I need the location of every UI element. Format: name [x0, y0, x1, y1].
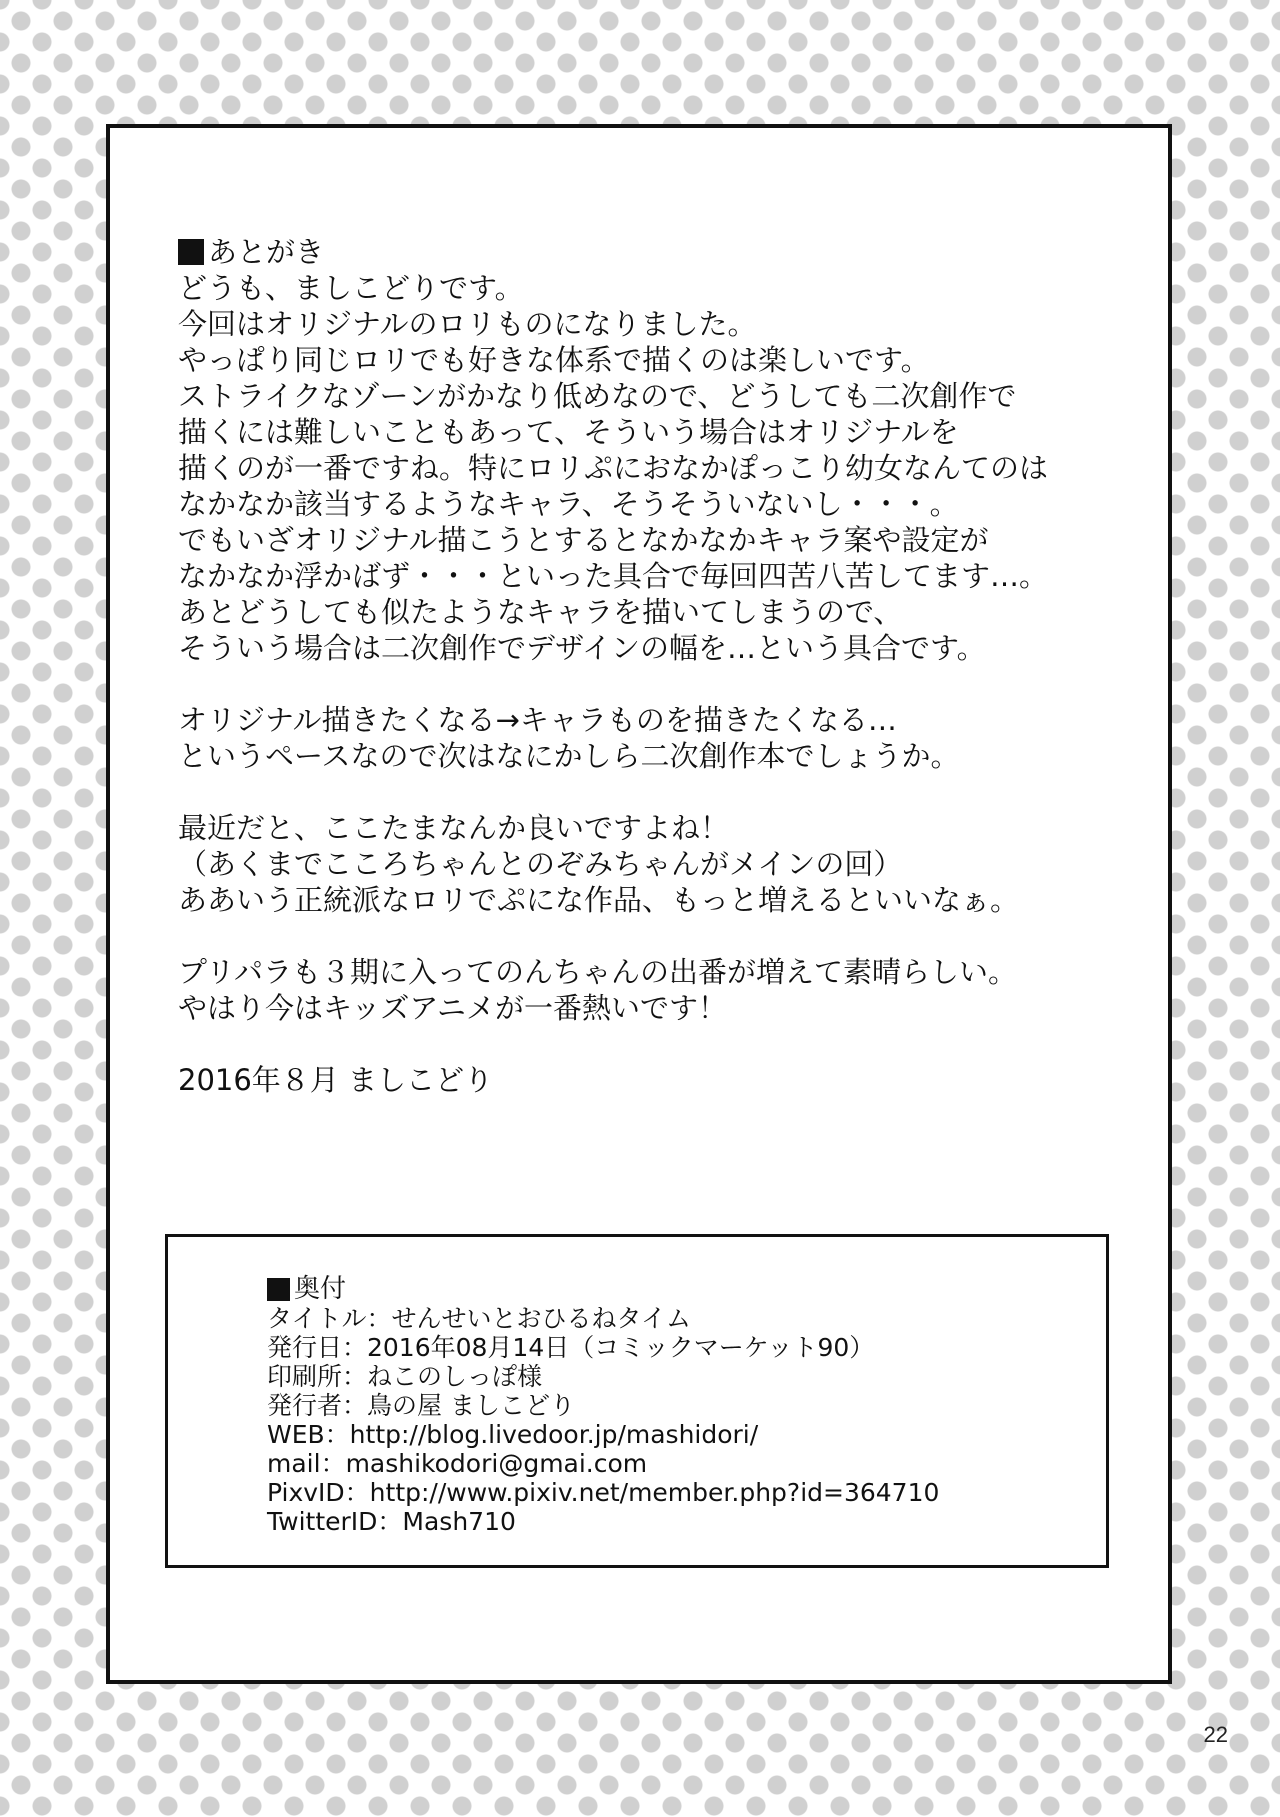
paragraph-spacer	[178, 666, 1108, 702]
colophon-box	[165, 1234, 1109, 1568]
page-number: 22	[1203, 1722, 1228, 1747]
text-line: ああいう正統派なロリでぷにな作品、もっと増えるといいなぁ。	[178, 883, 1020, 917]
colophon-heading	[267, 1275, 939, 1304]
text-line: 今回はオリジナルのロリものになりました。	[178, 307, 757, 341]
text-line: なかなか浮かばず・・・といった具合で毎回四苦八苦してます…。	[178, 559, 1049, 593]
afterword-heading	[178, 234, 1108, 270]
text-line: やっぱり同じロリでも好きな体系で描くのは楽しいです。	[178, 343, 930, 377]
text-line: 最近だと、ここたまなんか良いですよね！	[178, 811, 730, 845]
colophon-publisher-line: 発行者：鳥の屋 ましこどり	[267, 1391, 575, 1420]
afterword-paragraph-4	[178, 954, 1108, 1026]
afterword-section	[178, 234, 1108, 1098]
text-line: そういう場合は二次創作でデザインの幅を…という具合です。	[178, 631, 986, 665]
colophon-content	[267, 1275, 939, 1536]
afterword-paragraph-3	[178, 810, 1108, 918]
colophon-web-line: WEB：http://blog.livedoor.jp/mashidori/	[267, 1420, 759, 1449]
text-line: オリジナル描きたくなる→キャラものを描きたくなる…	[178, 703, 897, 737]
text-line: やはり今はキッズアニメが一番熱いです！	[178, 991, 727, 1025]
colophon-twitter-line: TwitterID：Mash710	[267, 1507, 516, 1536]
page-frame	[106, 124, 1172, 1684]
text-line: （あくまでこころちゃんとのぞみちゃんがメインの回）	[178, 847, 903, 881]
text-line: プリパラも３期に入ってのんちゃんの出番が増えて素晴らしい。	[178, 955, 1017, 989]
signature: 2016年８月 ましこどり	[178, 1063, 494, 1097]
afterword-paragraph-1	[178, 270, 1108, 666]
colophon-heading-text: 奥付	[294, 1274, 347, 1304]
paragraph-spacer	[178, 774, 1108, 810]
text-line: でもいざオリジナル描こうとするとなかなかキャラ案や設定が	[178, 523, 989, 557]
text-line: なかなか該当するようなキャラ、そうそういないし・・・。	[178, 487, 959, 521]
colophon-mail-line: mail：mashikodori@gmai.com	[267, 1449, 648, 1478]
text-line: 描くのが一番ですね。特にロリぷにおなかぽっこり幼女なんてのは	[178, 451, 1049, 485]
text-line: あとどうしても似たようなキャラを描いてしまうので、	[178, 595, 903, 629]
black-square-icon	[178, 239, 204, 265]
black-square-icon	[267, 1278, 290, 1301]
text-line: どうも、ましこどりです。	[178, 271, 524, 305]
colophon-pixiv-line: PixvID：http://www.pixiv.net/member.php?id=364710	[267, 1478, 940, 1507]
text-line: というペースなので次はなにかしら二次創作本でしょうか。	[178, 739, 960, 773]
afterword-heading-text: あとがき	[208, 235, 325, 269]
text-line: 描くには難しいこともあって、そういう場合はオリジナルを	[178, 415, 959, 449]
colophon-printer-line: 印刷所：ねこのしっぽ様	[267, 1362, 543, 1391]
afterword-paragraph-2	[178, 702, 1108, 774]
colophon-date-line: 発行日：2016年08月14日（コミックマーケット90）	[267, 1333, 875, 1362]
colophon-title-line: タイトル：せんせいとおひるねタイム	[267, 1304, 692, 1333]
text-line: ストライクなゾーンがかなり低めなので、どうしても二次創作で	[178, 379, 1017, 413]
paragraph-spacer	[178, 918, 1108, 954]
